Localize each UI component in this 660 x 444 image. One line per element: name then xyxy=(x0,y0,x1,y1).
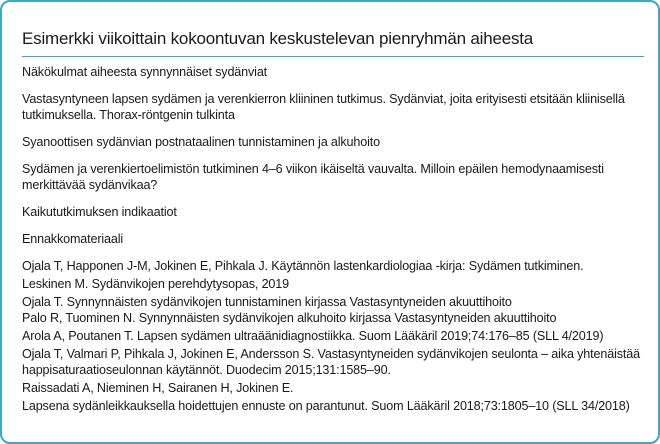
point-item: Syanoottisen sydänvian postnataalinen tunnistaminen ja alkuhoito xyxy=(22,135,380,149)
reference-item: Leskinen M. Sydänvikojen perehdytysopas, 2019 xyxy=(22,277,289,291)
point-item: Vastasyntyneen lapsen sydämen ja verenkierron kliininen tutkimus. Sydänviat, joita erityisesti etsitään kliinisellä tutkimuksella. Thorax-röntgenin tulkinta xyxy=(22,92,625,122)
point-item: Sydämen ja verenkiertoelimistön tutkiminen 4–6 viikon ikäiseltä vauvalta. Milloin epäilen hemodynaamisesti merkittävää sydänvikaa? xyxy=(22,162,604,192)
reference-item: Raissadati A, Nieminen H, Sairanen H, Jokinen E. xyxy=(22,381,294,395)
point-item: Kaikututkimuksen indikaatiot xyxy=(22,205,177,219)
materials-heading: Ennakkomateriaali xyxy=(22,232,124,246)
box-title: Esimerkki viikoittain kokoontuvan keskustelevan pienryhmän aiheesta xyxy=(22,29,534,48)
box-content xyxy=(22,64,652,414)
title-divider xyxy=(22,56,644,57)
topic-line: Näkökulmat aiheesta synnynnäiset sydänviat xyxy=(22,65,268,79)
reference-item: Ojala T. Synnynnäisten sydänvikojen tunnistaminen kirjassa Vastasyntyneiden akuuttihoito xyxy=(22,295,512,309)
reference-item: Lapsena sydänleikkauksella hoidettujen ennuste on parantunut. Suom Lääkäril 2018;73:1805–10 (SLL 34/2018) xyxy=(22,399,630,413)
reference-item: Palo R, Tuominen N. Synnynnäisten sydänvikojen alkuhoito kirjassa Vastasyntyneiden akuuttihoito xyxy=(22,311,557,325)
reference-item: Ojala T, Valmari P, Pihkala J, Jokinen E, Andersson S. Vastasyntyneiden sydänvikojen seulonta – aika yhtenäistää happisaturaatioseulonnan käytännöt. Duodecim 2015;131:1585–90. xyxy=(22,347,640,377)
reference-item: Ojala T, Happonen J-M, Jokinen E, Pihkala J. Käytännön lastenkardiologiaa -kirja: Sydämen tutkiminen. xyxy=(22,259,584,273)
reference-item: Arola A, Poutanen T. Lapsen sydämen ultraäänidiagnostiikka. Suom Lääkäril 2019;74:176–85 (SLL 4/2019) xyxy=(22,329,604,343)
